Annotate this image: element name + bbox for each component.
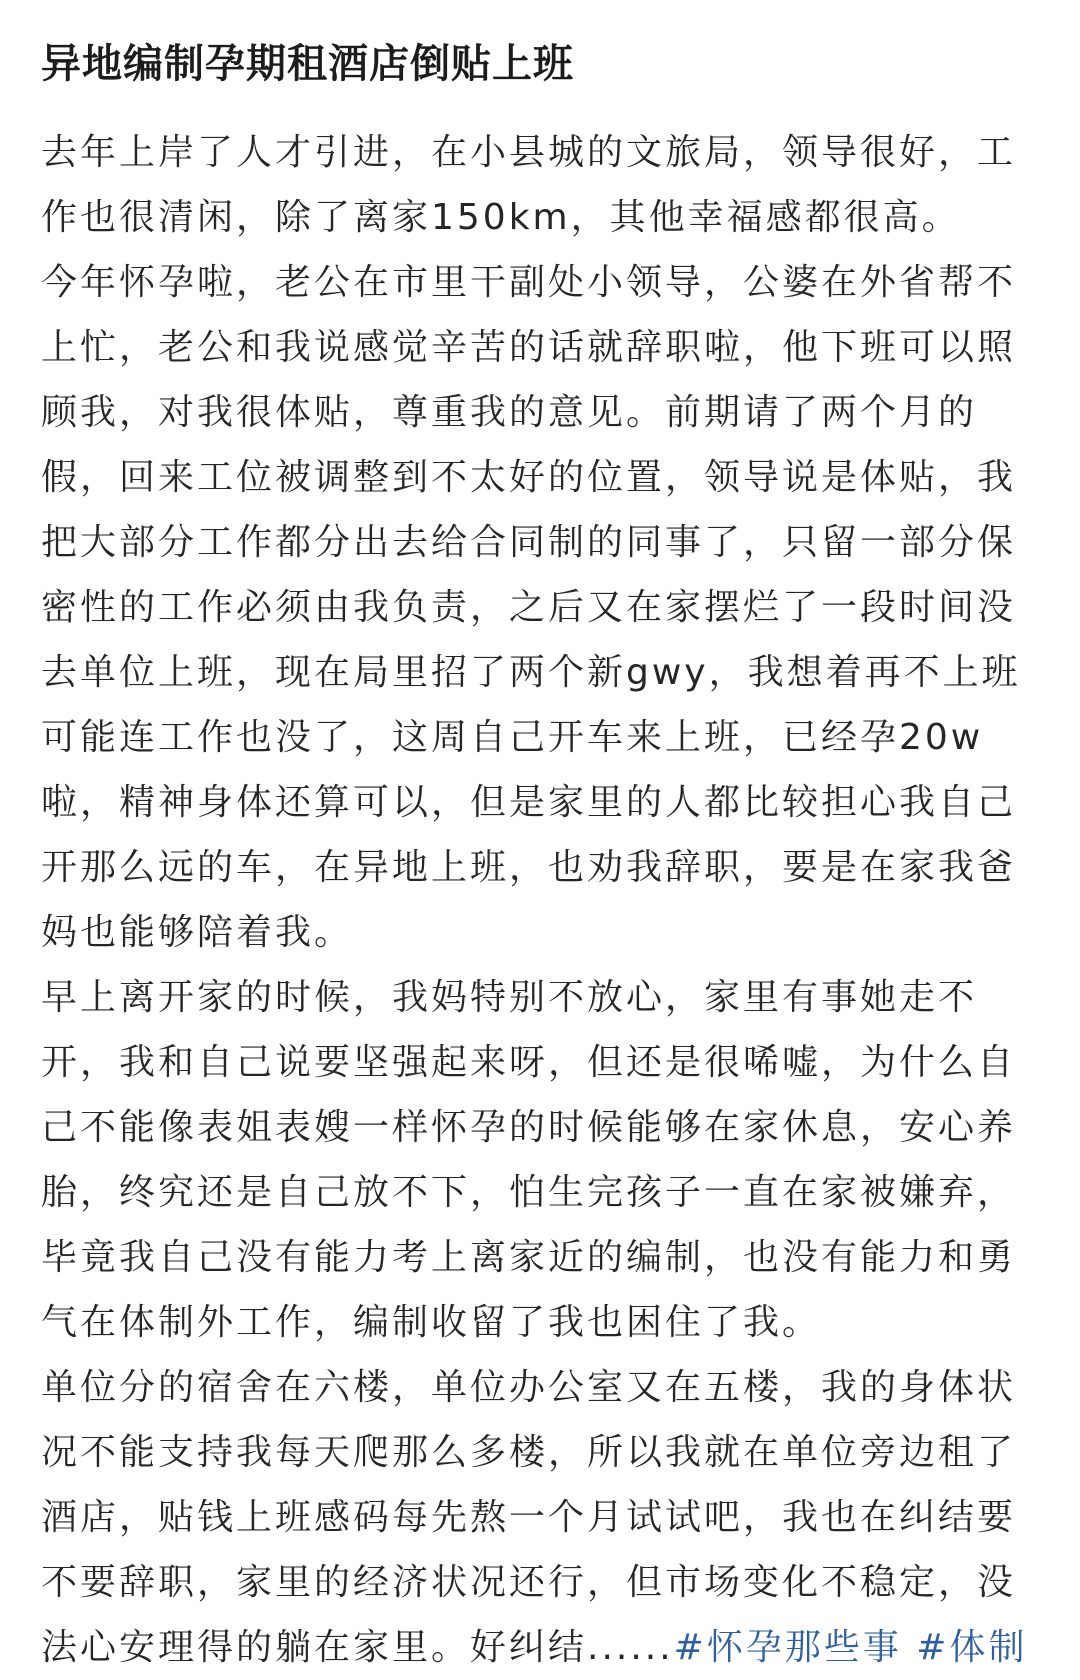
paragraph-2: 今年怀孕啦，老公在市里干副处小领导，公婆在外省帮不上忙，老公和我说感觉辛苦的话就辞职啦，他下班可以照顾我，对我很体贴，尊重我的意见。前期请了两个月的假，回来工位被调整到不太好的位置，领导说是体贴，我把大部分工作都分出去给合同制的同事了，只留一部分保密性的工作必须由我负责，之后又在家摆烂了一段时间没去单位上班，现在局里招了两个新gwy，我想着再不上班可能连工作也没了，这周自己开车来上班，已经孕20w啦，精神身体还算可以，但是家里的人都比较担心我自己开那么远的车，在异地上班，也劝我辞职，要是在家我爸妈也能够陪着我。 bbox=[41, 262, 1021, 953]
hashtag-separator bbox=[902, 1627, 916, 1668]
post-card bbox=[41, 28, 1051, 1680]
post-body bbox=[41, 120, 1051, 1680]
post-title: 异地编制孕期租酒店倒贴上班 bbox=[41, 41, 574, 87]
hashtag-pregnancy[interactable]: #怀孕那些事 bbox=[673, 1627, 902, 1668]
paragraph-1: 去年上岸了人才引进，在小县城的文旅局，领导很好，工作也很清闲，除了离家150km，其他幸福感都很高。 bbox=[41, 132, 1017, 238]
paragraph-4-text: 单位分的宿舍在六楼，单位办公室又在五楼，我的身体状况不能支持我每天爬那么多楼，所以我就在单位旁边租了酒店，贴钱上班感码每先熬一个月试试吧，我也在纠结要不要辞职，家里的经济状况还行，但市场变化不稳定，没法心安理得的躺在家里。好纠结...... bbox=[41, 1367, 1017, 1668]
hashtag-system[interactable]: #体制 bbox=[916, 1627, 1028, 1668]
paragraph-4 bbox=[41, 1355, 1051, 1680]
paragraph-3: 早上离开家的时候，我妈特别不放心，家里有事她走不开，我和自己说要坚强起来呀，但还是很唏嘘，为什么自己不能像表姐表嫂一样怀孕的时候能够在家休息，安心养胎，终究还是自己放不下，怕生完孩子一直在家被嫌弃，毕竟我自己没有能力考上离家近的编制，也没有能力和勇气在体制外工作，编制收留了我也困住了我。 bbox=[41, 977, 1017, 1343]
